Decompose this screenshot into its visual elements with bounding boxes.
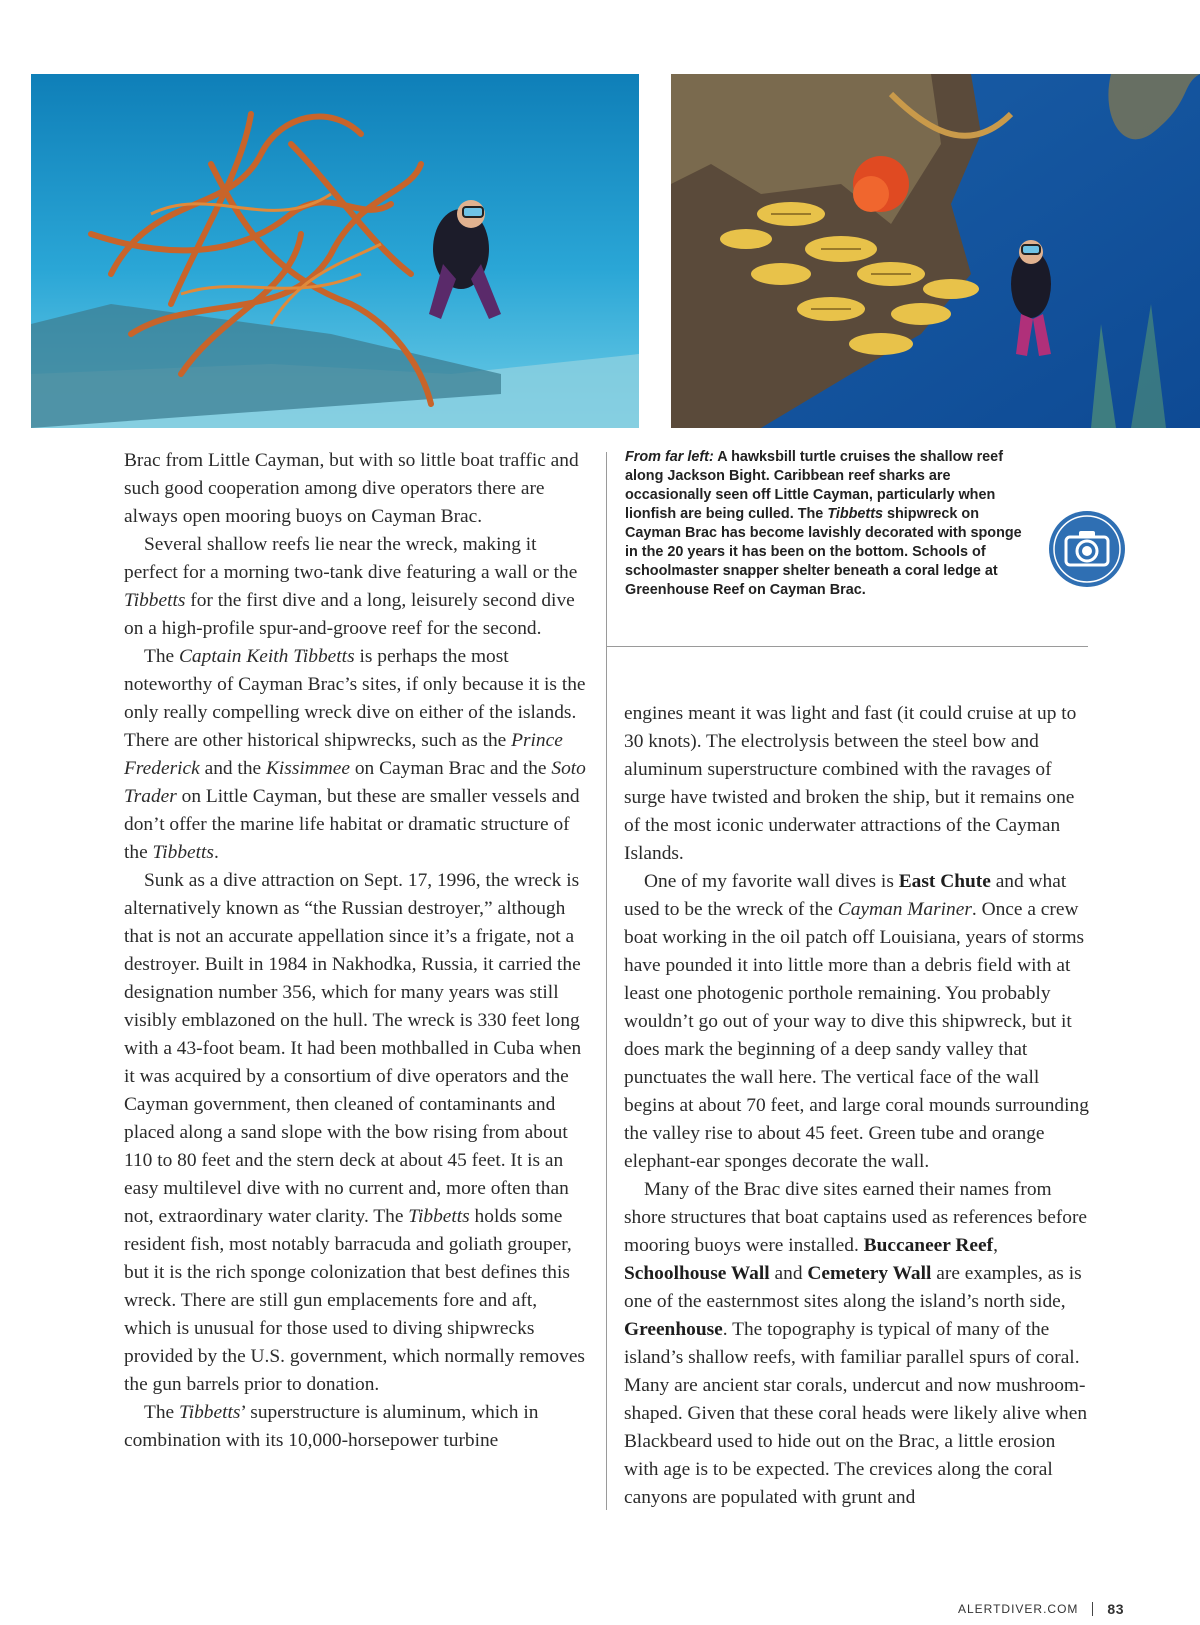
photo-snapper-school xyxy=(671,74,1200,428)
footer-separator xyxy=(1092,1602,1093,1616)
paragraph: The Tibbetts’ superstructure is aluminum, which in combination with its 10,000-horsepower turbine xyxy=(124,1402,539,1451)
body-column-left xyxy=(124,447,588,1455)
paragraph: Several shallow reefs lie near the wreck, making it perfect for a morning two-tank dive featuring a wall or the Tibbetts for the first dive and a long, leisurely second dive on a high-profile spur-and-groove reef for the second. xyxy=(124,534,578,639)
photo-shipwreck-diver xyxy=(31,74,639,428)
paragraph: The Captain Keith Tibbetts is perhaps the most noteworthy of Cayman Brac’s sites, if only because it is the only really compelling wreck dive on either of the islands. There are other historical shipwrecks, such as the Prince Frederick and the Kissimmee on Cayman Brac and the Soto Trader on Little Cayman, but these are smaller vessels and don’t offer the marine life habitat or dramatic structure of the Tibbetts. xyxy=(124,646,586,863)
photo-caption: From far left: A hawksbill turtle cruises the shallow reef along Jackson Bight. Caribbean reef sharks are occasionally seen off Little Cayman, particularly when lionfish are being culled. The Tibbetts shipwreck on Cayman Brac has become lavishly decorated with sponge in the 20 years it has been on the bottom. Schools of schoolmaster snapper shelter beneath a coral ledge at Greenhouse Reef on Cayman Brac. xyxy=(625,449,1022,598)
caption-rule xyxy=(606,646,1088,647)
column-divider xyxy=(606,452,607,1510)
paragraph: Sunk as a dive attraction on Sept. 17, 1996, the wreck is alternatively known as “the Russian destroyer,” although that is not an accurate appellation since it’s a frigate, not a destroyer. Built in 1984 in Nakhodka, Russia, it carried the designation number 356, which for many years was still visibly emblazoned on the hull. The wreck is 330 feet long with a 43-foot beam. It had been mothballed in Cuba when it was acquired by a consortium of dive operators and the Cayman government, then cleaned of contaminants and placed along a sand slope with the bow rising from about 110 to 80 feet and the stern deck at about 45 feet. It is an easy multilevel dive with no current and, more often than not, extraordinary water clarity. The Tibbetts holds some resident fish, most notably barracuda and goliath grouper, but it is the rich sponge colonization that best defines this wreck. There are still gun emplacements fore and aft, which is unusual for those used to diving shipwrecks provided by the U.S. government, which normally removes the gun barrels prior to donation. xyxy=(124,870,585,1395)
camera-icon xyxy=(1047,509,1127,589)
body-column-right xyxy=(624,700,1090,1512)
paragraph: One of my favorite wall dives is East Chute and what used to be the wreck of the Cayman Mariner. Once a crew boat working in the oil patch off Louisiana, years of storms have pounded it into little more than a debris field with at least one photogenic porthole remaining. You probably wouldn’t go out of your way to dive this shipwreck, but it does mark the beginning of a deep sandy valley that punctuates the wall here. The vertical face of the wall begins at about 70 feet, and large coral mounds surrounding the valley rise to about 45 feet. Green tube and orange elephant-ear sponges decorate the wall. xyxy=(624,871,1089,1172)
paragraph: Brac from Little Cayman, but with so little boat traffic and such good cooperation among dive operators there are always open mooring buoys on Cayman Brac. xyxy=(124,450,579,527)
paragraph: engines meant it was light and fast (it could cruise at up to 30 knots). The electrolysis between the steel bow and aluminum superstructure combined with the ravages of surge have twisted and broken the ship, but it remains one of the most iconic underwater attractions of the Cayman Islands. xyxy=(624,703,1077,864)
paragraph: Many of the Brac dive sites earned their names from shore structures that boat captains used as references before mooring buoys were installed. Buccaneer Reef, Schoolhouse Wall and Cemetery Wall are examples, as is one of the easternmost sites along the island’s north side, Greenhouse. The topography is typical of many of the island’s shallow reefs, with familiar parallel spurs of coral. Many are ancient star corals, undercut and now mushroom-shaped. Given that these coral heads were likely alive when Blackbeard used to hide out on the Brac, a little erosion with age is to be expected. The crevices along the coral canyons are populated with grunt and xyxy=(624,1179,1088,1508)
footer-site: ALERTDIVER.COM xyxy=(957,1602,1079,1616)
page-footer xyxy=(958,1601,1124,1617)
page-number: 83 xyxy=(1107,1601,1124,1617)
